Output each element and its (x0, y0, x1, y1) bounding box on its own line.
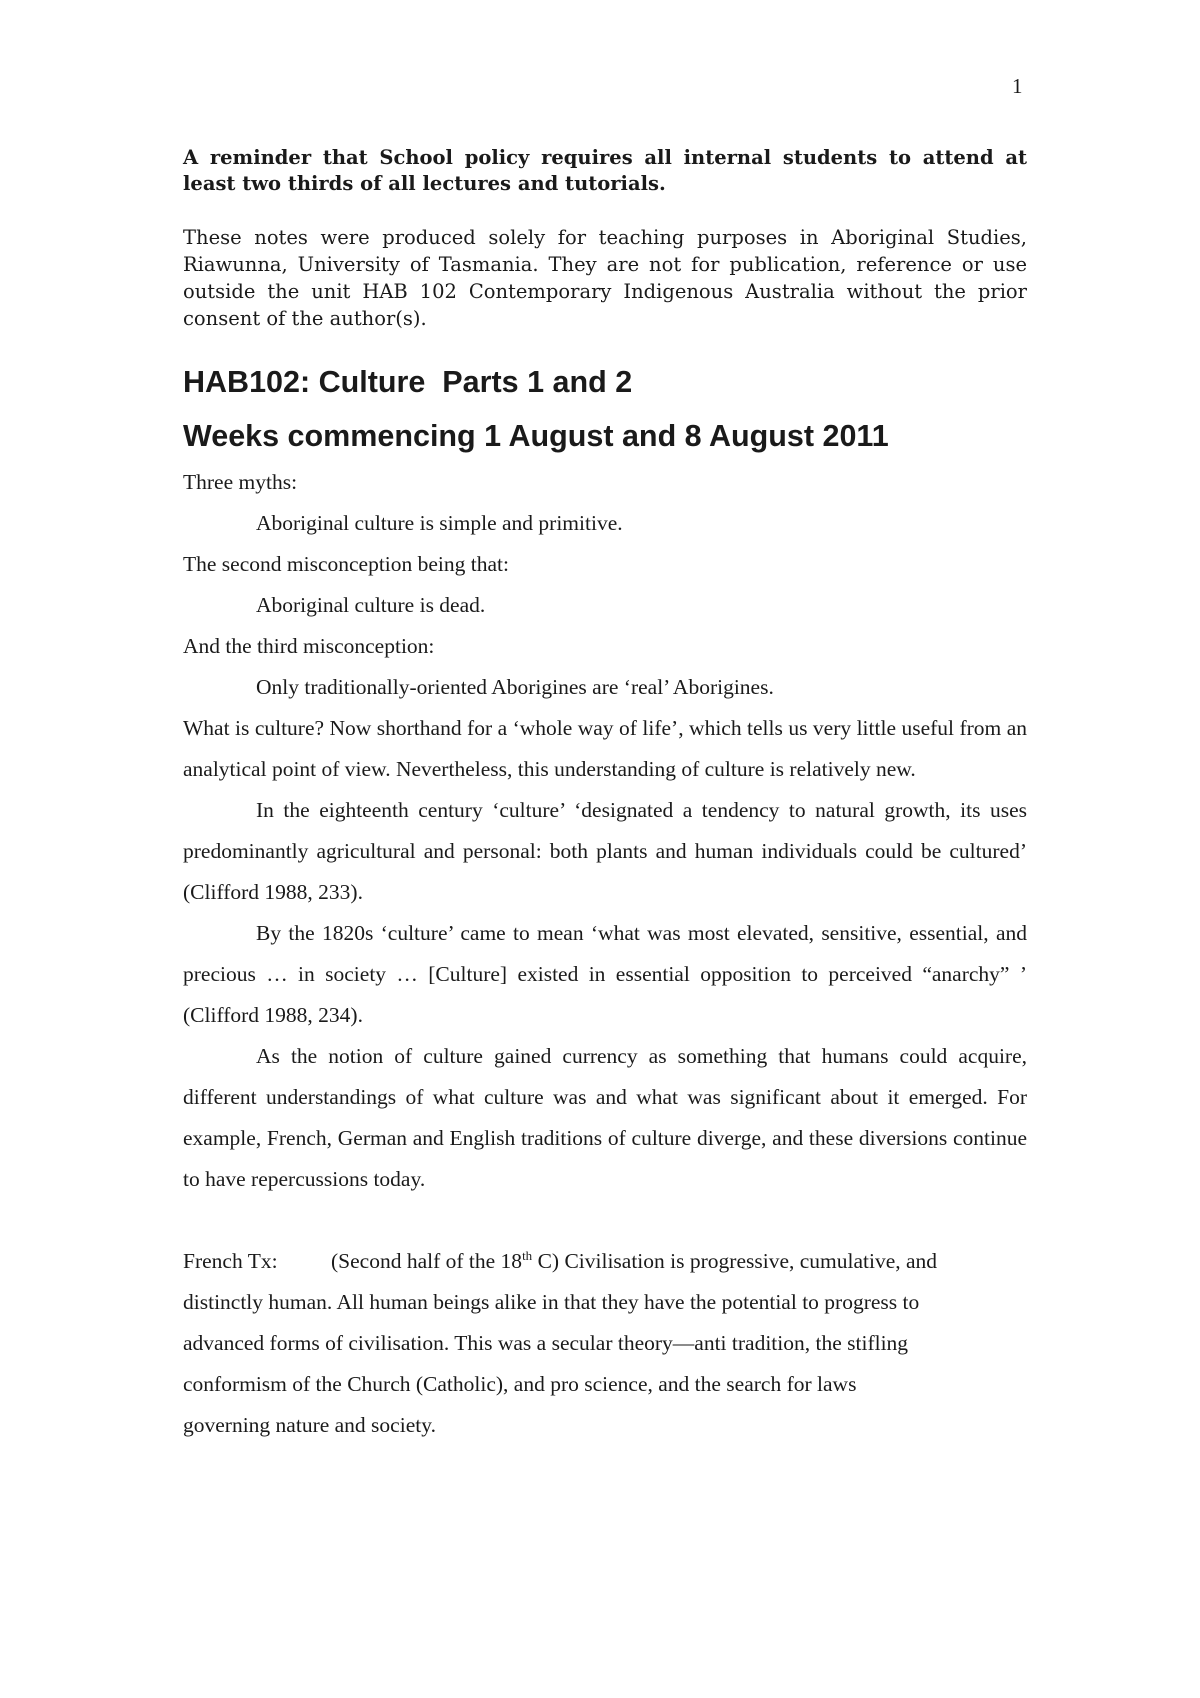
page-number: 1 (1012, 74, 1023, 98)
french-tx-label: French Tx: (183, 1249, 278, 1273)
myths-intro: Three myths: (183, 470, 298, 494)
paragraph-gap (183, 1200, 1027, 1241)
lecture-text (183, 462, 1027, 1446)
eighteenth-century-paragraph: In the eighteenth century ‘culture’ ‘designated a tendency to natural growth, its uses predominantly agricultural and personal: both plants and human individuals could be cultured’ (Clifford 1988, 233). (183, 798, 1027, 904)
document-body (183, 145, 1027, 1446)
third-misconception-intro: And the third misconception: (183, 634, 435, 658)
french-tradition-section (183, 1241, 1027, 1446)
document-title: HAB102: Culture Parts 1 and 2 (183, 365, 633, 399)
second-misconception-intro: The second misconception being that: (183, 552, 509, 576)
myth-three: Only traditionally-oriented Aborigines are ‘real’ Aborigines. (256, 675, 774, 699)
attendance-reminder: A reminder that School policy requires all internal students to attend at least two thirds of all lectures and tutorials. (183, 146, 1027, 195)
document-subtitle: Weeks commencing 1 August and 8 August 2011 (183, 419, 889, 453)
myth-two: Aboriginal culture is dead. (256, 593, 486, 617)
french-tx-line-5: governing nature and society. (183, 1413, 436, 1437)
copyright-notice: These notes were produced solely for teaching purposes in Aboriginal Studies, Riawunna, University of Tasmania. They are not for publication, reference or use outside the unit HAB 102 Contemporary Indigenous Australia without the prior consent of the author(s). (183, 226, 1027, 330)
french-tx-line-2: distinctly human. All human beings alike in that they have the potential to progress to (183, 1290, 920, 1314)
myth-one: Aboriginal culture is simple and primitive. (256, 511, 623, 535)
french-tx-line-1 (183, 1241, 1027, 1282)
french-tx-suffix: C) Civilisation is progressive, cumulative, and (532, 1249, 938, 1273)
french-tx-superscript: th (522, 1247, 533, 1263)
1820s-paragraph: By the 1820s ‘culture’ came to mean ‘what was most elevated, sensitive, essential, and precious … in society … [Culture] existed in essential opposition to perceived “anarchy” ’ (Clifford 1988, 234). (183, 921, 1027, 1027)
currency-paragraph: As the notion of culture gained currency as something that humans could acquire, different understandings of what culture was and what was significant about it emerged. For example, French, German and English traditions of culture diverge, and these diversions continue to have repercussions today. (183, 1044, 1027, 1191)
what-is-culture-paragraph: What is culture? Now shorthand for a ‘whole way of life’, which tells us very little useful from an analytical point of view. Nevertheless, this understanding of culture is relatively new. (183, 716, 1027, 781)
french-tx-line-4: conformism of the Church (Catholic), and pro science, and the search for laws (183, 1372, 857, 1396)
french-tx-line-3: advanced forms of civilisation. This was a secular theory—anti tradition, the stifling (183, 1331, 909, 1355)
french-tx-prefix: (Second half of the 18 (331, 1249, 523, 1273)
